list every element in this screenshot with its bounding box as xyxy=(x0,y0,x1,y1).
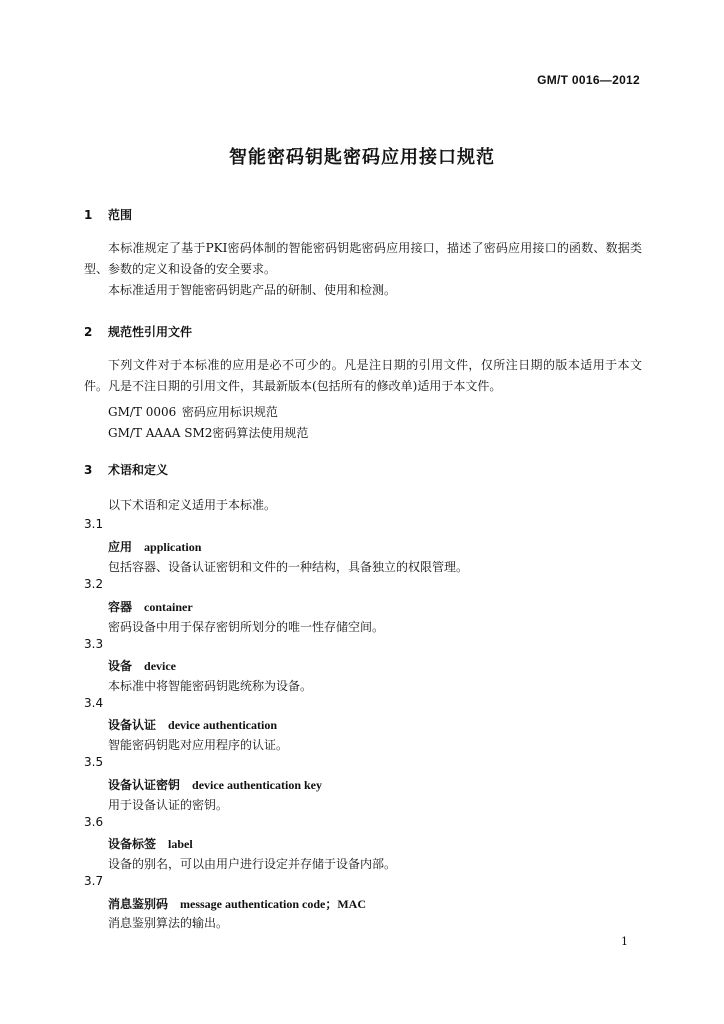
reference-title: SM2密码算法使用规范 xyxy=(184,426,309,440)
term-definition: 智能密码钥匙对应用程序的认证。 xyxy=(108,738,289,752)
term-name xyxy=(108,835,193,852)
reference-code: GM/T 0006 xyxy=(108,405,177,419)
term-zh: 容器 xyxy=(108,600,133,614)
term-number: 3.5 xyxy=(84,755,104,769)
section-title: 范围 xyxy=(108,208,133,222)
term-number: 3.2 xyxy=(84,577,104,591)
page-number: 1 xyxy=(621,935,628,948)
section-title: 术语和定义 xyxy=(108,463,169,477)
term-en: message authentication code；MAC xyxy=(180,897,366,911)
term-definition: 用于设备认证的密钥。 xyxy=(108,798,229,812)
paragraph: 本标准适用于智能密码钥匙产品的研制、使用和检测。 xyxy=(108,283,397,297)
term-number: 3.6 xyxy=(84,815,104,829)
section-number: 1 xyxy=(84,208,93,222)
term-en: device xyxy=(144,659,177,673)
term-number: 3.1 xyxy=(84,517,104,531)
reference-title: 密码应用标识规范 xyxy=(181,405,278,419)
term-number: 3.7 xyxy=(84,874,104,888)
section-heading-scope xyxy=(84,206,132,223)
term-en: device authentication xyxy=(168,718,278,732)
term-name xyxy=(108,657,176,674)
term-zh: 设备 xyxy=(108,659,133,673)
reference-item xyxy=(108,424,308,441)
term-en: device authentication key xyxy=(192,778,323,792)
term-definition: 密码设备中用于保存密钥所划分的唯一性存储空间。 xyxy=(108,620,385,634)
standard-code: GM/T 0016—2012 xyxy=(537,73,640,87)
paragraph: 下列文件对于本标准的应用是必不可少的。凡是注日期的引用文件，仅所注日期的版本适用于本文件。凡是不注日期的引用文件，其最新版本(包括所有的修改单)适用于本文件。 xyxy=(84,358,642,393)
document-title: 智能密码钥匙密码应用接口规范 xyxy=(229,147,495,168)
term-en: application xyxy=(144,540,202,554)
section-number: 2 xyxy=(84,325,93,339)
term-name xyxy=(108,895,366,912)
reference-item xyxy=(108,403,278,420)
term-definition: 消息鉴别算法的输出。 xyxy=(108,916,229,930)
term-name xyxy=(108,716,277,733)
term-definition: 设备的别名，可以由用户进行设定并存储于设备内部。 xyxy=(108,857,397,871)
term-zh: 应用 xyxy=(108,540,133,554)
term-zh: 设备认证密钥 xyxy=(108,778,181,792)
term-number: 3.4 xyxy=(84,696,104,710)
term-en: label xyxy=(168,837,193,851)
paragraph: 以下术语和定义适用于本标准。 xyxy=(108,498,277,512)
term-en: container xyxy=(144,600,193,614)
term-definition: 包括容器、设备认证密钥和文件的一种结构，具备独立的权限管理。 xyxy=(108,560,469,574)
term-zh: 设备认证 xyxy=(108,718,157,732)
section-heading-terms xyxy=(84,461,168,478)
term-number: 3.3 xyxy=(84,637,104,651)
term-name xyxy=(108,598,193,615)
section-heading-normative xyxy=(84,323,192,340)
term-zh: 设备标签 xyxy=(108,837,157,851)
section-number: 3 xyxy=(84,463,93,477)
section-title: 规范性引用文件 xyxy=(108,325,193,339)
paragraph: 本标准规定了基于PKI密码体制的智能密码钥匙密码应用接口，描述了密码应用接口的函数、数据类型、参数的定义和设备的安全要求。 xyxy=(84,241,642,276)
term-name xyxy=(108,538,201,555)
term-zh: 消息鉴别码 xyxy=(108,897,169,911)
term-name xyxy=(108,776,322,793)
term-definition: 本标准中将智能密码钥匙统称为设备。 xyxy=(108,679,313,693)
reference-code: GM/T AAAA xyxy=(108,426,181,440)
